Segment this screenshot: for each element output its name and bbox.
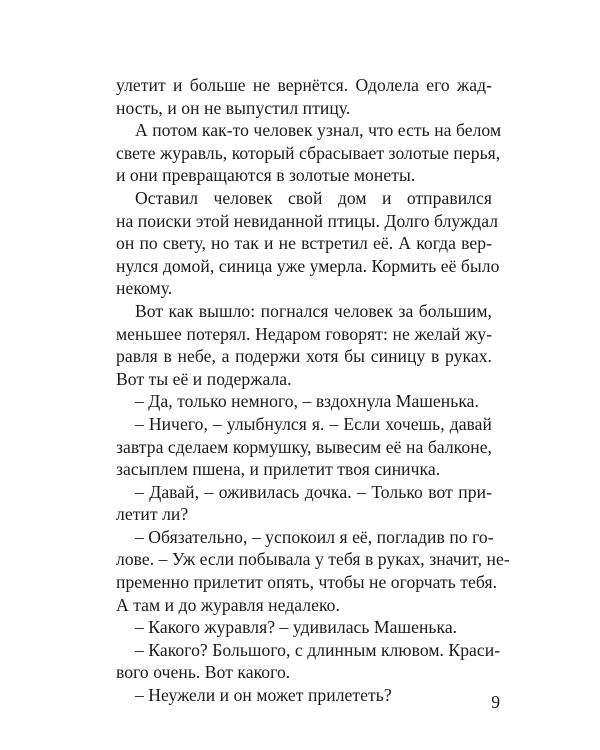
text-line-8: он по свету, но так и не встретил её. А когда вер- xyxy=(116,233,492,254)
text-line-12: меньшее потерял. Недаром говорят: не желай жу- xyxy=(116,323,492,344)
text-line-5: и они превращаются в золотые монеты. xyxy=(116,165,416,186)
text-line-26: – Какого? Большого, с длинным клювом. Краси- xyxy=(135,639,501,660)
text-line-19: – Давай, – оживилась дочка. – Только вот при- xyxy=(135,481,492,502)
text-line-18: засыплем пшена, и прилетит твоя синичка. xyxy=(116,459,441,480)
text-line-25: – Какого журавля? – удивилась Машенька. xyxy=(135,617,458,638)
text-line-11: Вот как вышло: погнался человек за большим, xyxy=(135,300,492,321)
text-line-15: – Да, только немного, – вздохнула Машенька. xyxy=(135,391,479,412)
text-line-13: равля в небе, а подержи хотя бы синицу в руках. xyxy=(116,346,492,367)
text-line-2: ность, и он не выпустил птицу. xyxy=(116,97,351,118)
text-line-14: Вот ты её и подержала. xyxy=(116,368,292,389)
text-line-27: вого очень. Вот какого. xyxy=(116,662,291,683)
page-number: 9 xyxy=(491,692,500,712)
text-line-20: летит ли? xyxy=(116,504,189,525)
text-line-21: – Обязательно, – успокоил я её, погладив по го- xyxy=(135,526,494,547)
text-line-9: нулся домой, синица уже умерла. Кормить её было xyxy=(116,255,500,276)
text-line-28: – Неужели и он может прилететь? xyxy=(135,685,392,706)
text-line-24: А там и до журавля недалеко. xyxy=(116,594,340,615)
text-line-22: лове. – Уж если побывала у тебя в руках, значит, не- xyxy=(116,549,510,570)
text-line-6: Оставил человек свой дом и отправился xyxy=(135,187,492,208)
text-line-4: свете журавль, который сбрасывает золотые перья, xyxy=(116,142,501,163)
text-line-7: на поиски этой невиданной птицы. Долго блуждал xyxy=(116,210,499,231)
text-line-16: – Ничего, – улыбнулся я. – Если хочешь, давай xyxy=(135,413,492,434)
text-line-17: завтра сделаем кормушку, вывесим её на балконе, xyxy=(116,436,492,457)
text-line-10: некому. xyxy=(116,278,173,299)
body-text xyxy=(116,74,510,707)
text-line-23: пременно прилетит опять, чтобы не огорчать тебя. xyxy=(116,572,498,593)
text-line-3: А потом как-то человек узнал, что есть на белом xyxy=(135,120,502,141)
text-line-1: улетит и больше не вернётся. Одолела его жад- xyxy=(116,75,492,95)
